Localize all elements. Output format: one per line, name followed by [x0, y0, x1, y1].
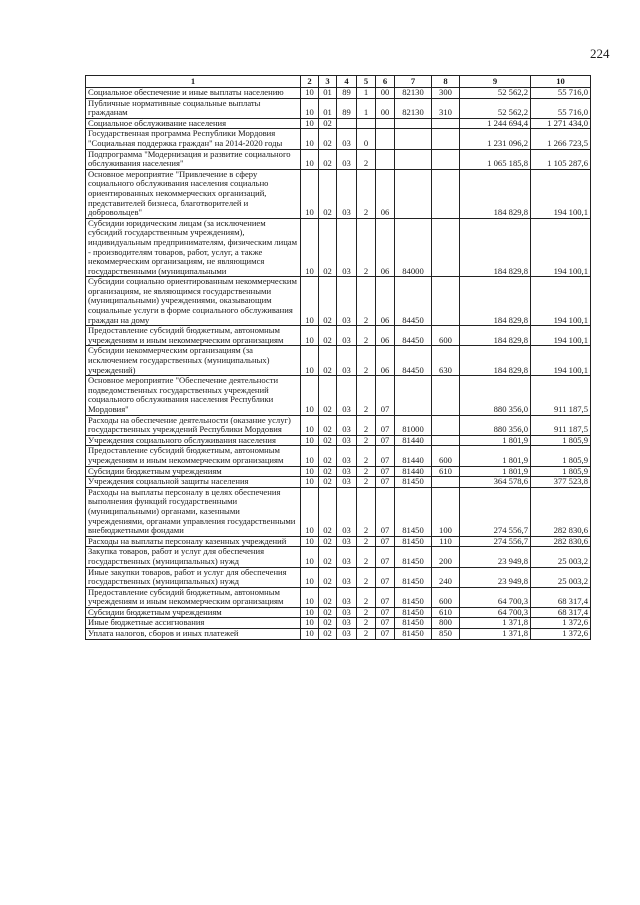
- table-row: [86, 547, 591, 567]
- code-expense-type: [432, 435, 460, 446]
- column-header: 2: [301, 76, 319, 88]
- amount-year-2: 911 187,5: [531, 376, 591, 415]
- row-name: Закупка товаров, работ и услуг для обеспечения государственных (муниципальных) нужд: [86, 547, 301, 567]
- code-subprogram: 2: [357, 376, 376, 415]
- code-measure: [376, 149, 395, 169]
- code-expense-type: 850: [432, 629, 460, 640]
- code-expense-type: 110: [432, 536, 460, 547]
- code-section: 10: [301, 346, 319, 376]
- code-subprogram: 2: [357, 587, 376, 607]
- row-name: Социальное обеспечение и иные выплаты населению: [86, 88, 301, 99]
- code-subsection: 02: [319, 415, 337, 435]
- row-name: Публичные нормативные социальные выплаты гражданам: [86, 98, 301, 118]
- code-measure: 06: [376, 346, 395, 376]
- amount-year-1: 274 556,7: [460, 487, 531, 536]
- code-section: 10: [301, 466, 319, 477]
- table-row: [86, 536, 591, 547]
- column-header: 1: [86, 76, 301, 88]
- amount-year-1: 1 801,9: [460, 466, 531, 477]
- code-measure: 07: [376, 587, 395, 607]
- code-subprogram: 2: [357, 169, 376, 218]
- code-section: 10: [301, 487, 319, 536]
- code-program: 03: [337, 169, 357, 218]
- code-expense-type: [432, 169, 460, 218]
- column-header: 10: [531, 76, 591, 88]
- code-expense-type: 300: [432, 88, 460, 99]
- code-program: 03: [337, 277, 357, 326]
- table-row: [86, 98, 591, 118]
- amount-year-1: 64 700,3: [460, 607, 531, 618]
- code-measure: 07: [376, 536, 395, 547]
- code-measure: [376, 129, 395, 149]
- row-name: Расходы на выплаты персоналу в целях обеспечения выполнения функций государственными (муниципальными) органами, казенными учреждениями, органами управления государственными внебюджетными фондами: [86, 487, 301, 536]
- code-program: 03: [337, 629, 357, 640]
- code-subprogram: 1: [357, 88, 376, 99]
- code-section: 10: [301, 477, 319, 488]
- code-direction: 84450: [395, 326, 432, 346]
- amount-year-2: 194 100,1: [531, 218, 591, 277]
- code-section: 10: [301, 547, 319, 567]
- code-program: 89: [337, 98, 357, 118]
- amount-year-1: 880 356,0: [460, 376, 531, 415]
- code-expense-type: 630: [432, 346, 460, 376]
- code-section: 10: [301, 567, 319, 587]
- row-name: Иные закупки товаров, работ и услуг для обеспечения государственных (муниципальных) нужд: [86, 567, 301, 587]
- table-row: [86, 567, 591, 587]
- row-name: Уплата налогов, сборов и иных платежей: [86, 629, 301, 640]
- code-subprogram: 2: [357, 446, 376, 466]
- code-program: 03: [337, 587, 357, 607]
- code-subprogram: 2: [357, 346, 376, 376]
- column-header: 5: [357, 76, 376, 88]
- row-name: Социальное обслуживание населения: [86, 118, 301, 129]
- code-subsection: 01: [319, 88, 337, 99]
- table-row: [86, 326, 591, 346]
- code-subsection: 02: [319, 477, 337, 488]
- code-subsection: 02: [319, 446, 337, 466]
- amount-year-2: 282 830,6: [531, 536, 591, 547]
- column-header: 9: [460, 76, 531, 88]
- code-expense-type: 800: [432, 618, 460, 629]
- code-measure: 06: [376, 169, 395, 218]
- amount-year-1: 1 244 694,4: [460, 118, 531, 129]
- row-name: Учреждения социального обслуживания населения: [86, 435, 301, 446]
- code-measure: 07: [376, 547, 395, 567]
- code-subsection: 02: [319, 629, 337, 640]
- code-section: 10: [301, 118, 319, 129]
- amount-year-1: 23 949,8: [460, 547, 531, 567]
- code-direction: [395, 129, 432, 149]
- code-direction: [395, 149, 432, 169]
- amount-year-1: 1 371,8: [460, 629, 531, 640]
- table-row: [86, 218, 591, 277]
- code-direction: 82130: [395, 98, 432, 118]
- code-direction: [395, 376, 432, 415]
- code-expense-type: [432, 149, 460, 169]
- code-direction: 84450: [395, 346, 432, 376]
- code-subprogram: 2: [357, 547, 376, 567]
- code-subprogram: 2: [357, 149, 376, 169]
- code-direction: [395, 169, 432, 218]
- code-program: 03: [337, 618, 357, 629]
- code-program: 03: [337, 129, 357, 149]
- code-program: [337, 118, 357, 129]
- row-name: Субсидии бюджетным учреждениям: [86, 607, 301, 618]
- amount-year-1: 184 829,8: [460, 277, 531, 326]
- row-name: Субсидии юридическим лицам (за исключением субсидий государственным учреждениям), индивидуальным предпринимателям, физическим лицам - производителям товаров, работ, услуг, а также некоммерческим организациям, не являющимся государственными (муниципальными: [86, 218, 301, 277]
- code-measure: 06: [376, 277, 395, 326]
- amount-year-2: 1 105 287,6: [531, 149, 591, 169]
- amount-year-1: 52 562,2: [460, 88, 531, 99]
- amount-year-1: 880 356,0: [460, 415, 531, 435]
- amount-year-2: 282 830,6: [531, 487, 591, 536]
- table-row: [86, 346, 591, 376]
- code-section: 10: [301, 618, 319, 629]
- table-row: [86, 607, 591, 618]
- row-name: Предоставление субсидий бюджетным, автономным учреждениям и иным некоммерческим организациям: [86, 326, 301, 346]
- code-expense-type: 610: [432, 466, 460, 477]
- table-row: [86, 618, 591, 629]
- code-section: 10: [301, 149, 319, 169]
- amount-year-1: 184 829,8: [460, 346, 531, 376]
- amount-year-2: 1 266 723,5: [531, 129, 591, 149]
- column-header: 8: [432, 76, 460, 88]
- code-subprogram: 2: [357, 466, 376, 477]
- code-program: 03: [337, 218, 357, 277]
- code-measure: 06: [376, 326, 395, 346]
- table-header-row: [86, 76, 591, 88]
- code-subsection: 02: [319, 435, 337, 446]
- code-measure: 06: [376, 218, 395, 277]
- code-program: 03: [337, 466, 357, 477]
- column-header: 6: [376, 76, 395, 88]
- code-program: 03: [337, 376, 357, 415]
- amount-year-1: 1 065 185,8: [460, 149, 531, 169]
- amount-year-1: 184 829,8: [460, 326, 531, 346]
- code-direction: 81450: [395, 629, 432, 640]
- code-subprogram: 2: [357, 536, 376, 547]
- row-name: Основное мероприятие "Обеспечение деятельности подведомственных государственных учреждений социального обслуживания населения Республики Мордовия": [86, 376, 301, 415]
- code-measure: 07: [376, 466, 395, 477]
- amount-year-2: 911 187,5: [531, 415, 591, 435]
- code-measure: 07: [376, 376, 395, 415]
- row-name: Учреждения социальной защиты населения: [86, 477, 301, 488]
- code-direction: 84000: [395, 218, 432, 277]
- row-name: Предоставление субсидий бюджетным, автономным учреждениям и иным некоммерческим организациям: [86, 446, 301, 466]
- code-section: 10: [301, 629, 319, 640]
- code-section: 10: [301, 169, 319, 218]
- code-direction: 81450: [395, 477, 432, 488]
- code-program: 03: [337, 149, 357, 169]
- code-direction: 81440: [395, 466, 432, 477]
- amount-year-2: 55 716,0: [531, 98, 591, 118]
- amount-year-2: 68 317,4: [531, 587, 591, 607]
- amount-year-1: 184 829,8: [460, 169, 531, 218]
- amount-year-2: 68 317,4: [531, 607, 591, 618]
- row-name: Субсидии некоммерческим организациям (за исключением государственных (муниципальных) учреждений): [86, 346, 301, 376]
- amount-year-1: 1 371,8: [460, 618, 531, 629]
- code-subprogram: 2: [357, 607, 376, 618]
- amount-year-2: 1 805,9: [531, 446, 591, 466]
- code-subsection: 02: [319, 277, 337, 326]
- row-name: Субсидии бюджетным учреждениям: [86, 466, 301, 477]
- amount-year-2: 194 100,1: [531, 326, 591, 346]
- amount-year-1: 184 829,8: [460, 218, 531, 277]
- code-expense-type: [432, 376, 460, 415]
- code-expense-type: [432, 118, 460, 129]
- code-program: 03: [337, 326, 357, 346]
- code-measure: 07: [376, 567, 395, 587]
- amount-year-2: 377 523,8: [531, 477, 591, 488]
- amount-year-1: 1 801,9: [460, 435, 531, 446]
- code-expense-type: 200: [432, 547, 460, 567]
- code-subsection: 02: [319, 587, 337, 607]
- table-body: [86, 88, 591, 640]
- code-direction: 81450: [395, 487, 432, 536]
- row-name: Основное мероприятие "Привлечение в сферу социального обслуживания населения социально ориентированных некоммерческих организаций, представителей бизнеса, благотворителей и добровольцев": [86, 169, 301, 218]
- column-header: 7: [395, 76, 432, 88]
- code-program: 03: [337, 567, 357, 587]
- code-direction: [395, 118, 432, 129]
- amount-year-1: 23 949,8: [460, 567, 531, 587]
- amount-year-2: 1 271 434,0: [531, 118, 591, 129]
- table-row: [86, 487, 591, 536]
- table-row: [86, 466, 591, 477]
- code-subsection: 02: [319, 567, 337, 587]
- amount-year-2: 55 716,0: [531, 88, 591, 99]
- amount-year-2: 194 100,1: [531, 169, 591, 218]
- code-subsection: 02: [319, 487, 337, 536]
- code-subprogram: 2: [357, 629, 376, 640]
- code-program: 03: [337, 487, 357, 536]
- code-measure: 07: [376, 415, 395, 435]
- code-subsection: 02: [319, 466, 337, 477]
- code-expense-type: 310: [432, 98, 460, 118]
- row-name: Государственная программа Республики Мордовия "Социальная поддержка граждан" на 2014-2020 годы: [86, 129, 301, 149]
- code-expense-type: 240: [432, 567, 460, 587]
- row-name: Субсидии социально ориентированным некоммерческим организациям, не являющимся государственными (муниципальными) учреждениями, оказывающим социальные услуги в форме социального обслуживания граждан на дому: [86, 277, 301, 326]
- code-section: 10: [301, 218, 319, 277]
- code-subsection: 02: [319, 547, 337, 567]
- code-direction: 81450: [395, 536, 432, 547]
- code-expense-type: 100: [432, 487, 460, 536]
- table-row: [86, 477, 591, 488]
- code-measure: 07: [376, 446, 395, 466]
- amount-year-2: 1 372,6: [531, 629, 591, 640]
- page-number: 224: [590, 46, 610, 61]
- code-direction: 81450: [395, 567, 432, 587]
- code-subprogram: 2: [357, 218, 376, 277]
- code-program: 03: [337, 607, 357, 618]
- code-subprogram: 2: [357, 326, 376, 346]
- amount-year-1: 64 700,3: [460, 587, 531, 607]
- code-direction: 81450: [395, 618, 432, 629]
- code-expense-type: [432, 477, 460, 488]
- code-section: 10: [301, 587, 319, 607]
- code-expense-type: 600: [432, 446, 460, 466]
- code-measure: 07: [376, 618, 395, 629]
- code-expense-type: [432, 277, 460, 326]
- amount-year-1: 274 556,7: [460, 536, 531, 547]
- code-section: 10: [301, 129, 319, 149]
- table-row: [86, 446, 591, 466]
- code-program: 03: [337, 477, 357, 488]
- table-row: [86, 169, 591, 218]
- code-subprogram: 2: [357, 477, 376, 488]
- table-row: [86, 129, 591, 149]
- code-expense-type: [432, 218, 460, 277]
- code-direction: 81450: [395, 587, 432, 607]
- code-section: 10: [301, 277, 319, 326]
- code-measure: 07: [376, 477, 395, 488]
- code-measure: 07: [376, 487, 395, 536]
- code-direction: 84450: [395, 277, 432, 326]
- row-name: Расходы на обеспечение деятельности (оказание услуг) государственных учреждений Республики Мордовия: [86, 415, 301, 435]
- code-direction: 81000: [395, 415, 432, 435]
- code-direction: 81440: [395, 435, 432, 446]
- table-row: [86, 415, 591, 435]
- amount-year-2: 194 100,1: [531, 346, 591, 376]
- code-program: 03: [337, 536, 357, 547]
- code-measure: [376, 118, 395, 129]
- table-row: [86, 629, 591, 640]
- code-section: 10: [301, 415, 319, 435]
- code-measure: 00: [376, 88, 395, 99]
- code-section: 10: [301, 88, 319, 99]
- code-expense-type: 600: [432, 326, 460, 346]
- table-row: [86, 277, 591, 326]
- amount-year-1: 364 578,6: [460, 477, 531, 488]
- code-program: 03: [337, 435, 357, 446]
- code-section: 10: [301, 446, 319, 466]
- table-row: [86, 88, 591, 99]
- table-row: [86, 118, 591, 129]
- code-subprogram: 1: [357, 98, 376, 118]
- code-subsection: 02: [319, 118, 337, 129]
- code-subprogram: 2: [357, 618, 376, 629]
- amount-year-1: 1 801,9: [460, 446, 531, 466]
- column-header: 3: [319, 76, 337, 88]
- code-program: 03: [337, 346, 357, 376]
- amount-year-2: 25 003,2: [531, 567, 591, 587]
- code-section: 10: [301, 536, 319, 547]
- code-direction: 81450: [395, 607, 432, 618]
- amount-year-2: 1 805,9: [531, 466, 591, 477]
- code-subsection: 02: [319, 346, 337, 376]
- amount-year-1: 1 231 096,2: [460, 129, 531, 149]
- code-expense-type: [432, 129, 460, 149]
- code-section: 10: [301, 326, 319, 346]
- code-section: 10: [301, 376, 319, 415]
- code-section: 10: [301, 98, 319, 118]
- code-subprogram: 2: [357, 435, 376, 446]
- budget-table: [85, 75, 591, 640]
- code-measure: 07: [376, 607, 395, 618]
- code-subsection: 02: [319, 618, 337, 629]
- row-name: Подпрограмма "Модернизация и развитие социального обслуживания населения": [86, 149, 301, 169]
- code-measure: 07: [376, 435, 395, 446]
- table-row: [86, 149, 591, 169]
- code-direction: 81440: [395, 446, 432, 466]
- code-program: 03: [337, 547, 357, 567]
- code-subsection: 02: [319, 376, 337, 415]
- code-subprogram: 0: [357, 129, 376, 149]
- code-direction: 82130: [395, 88, 432, 99]
- code-subprogram: [357, 118, 376, 129]
- code-subsection: 02: [319, 218, 337, 277]
- code-program: 03: [337, 415, 357, 435]
- code-direction: 81450: [395, 547, 432, 567]
- code-subsection: 02: [319, 129, 337, 149]
- code-subsection: 02: [319, 326, 337, 346]
- code-program: 89: [337, 88, 357, 99]
- code-subprogram: 2: [357, 487, 376, 536]
- amount-year-2: 1 805,9: [531, 435, 591, 446]
- amount-year-2: 25 003,2: [531, 547, 591, 567]
- code-expense-type: 610: [432, 607, 460, 618]
- row-name: Расходы на выплаты персоналу казенных учреждений: [86, 536, 301, 547]
- code-subsection: 02: [319, 149, 337, 169]
- code-section: 10: [301, 607, 319, 618]
- code-subprogram: 2: [357, 277, 376, 326]
- code-subsection: 01: [319, 98, 337, 118]
- code-section: 10: [301, 435, 319, 446]
- code-subsection: 02: [319, 536, 337, 547]
- amount-year-2: 194 100,1: [531, 277, 591, 326]
- code-expense-type: [432, 415, 460, 435]
- table-row: [86, 376, 591, 415]
- amount-year-1: 52 562,2: [460, 98, 531, 118]
- code-subsection: 02: [319, 607, 337, 618]
- row-name: Предоставление субсидий бюджетным, автономным учреждениям и иным некоммерческим организациям: [86, 587, 301, 607]
- column-header: 4: [337, 76, 357, 88]
- table-row: [86, 587, 591, 607]
- code-expense-type: 600: [432, 587, 460, 607]
- amount-year-2: 1 372,6: [531, 618, 591, 629]
- code-subprogram: 2: [357, 415, 376, 435]
- code-measure: 00: [376, 98, 395, 118]
- row-name: Иные бюджетные ассигнования: [86, 618, 301, 629]
- code-subsection: 02: [319, 169, 337, 218]
- code-program: 03: [337, 446, 357, 466]
- code-measure: 07: [376, 629, 395, 640]
- table-row: [86, 435, 591, 446]
- code-subprogram: 2: [357, 567, 376, 587]
